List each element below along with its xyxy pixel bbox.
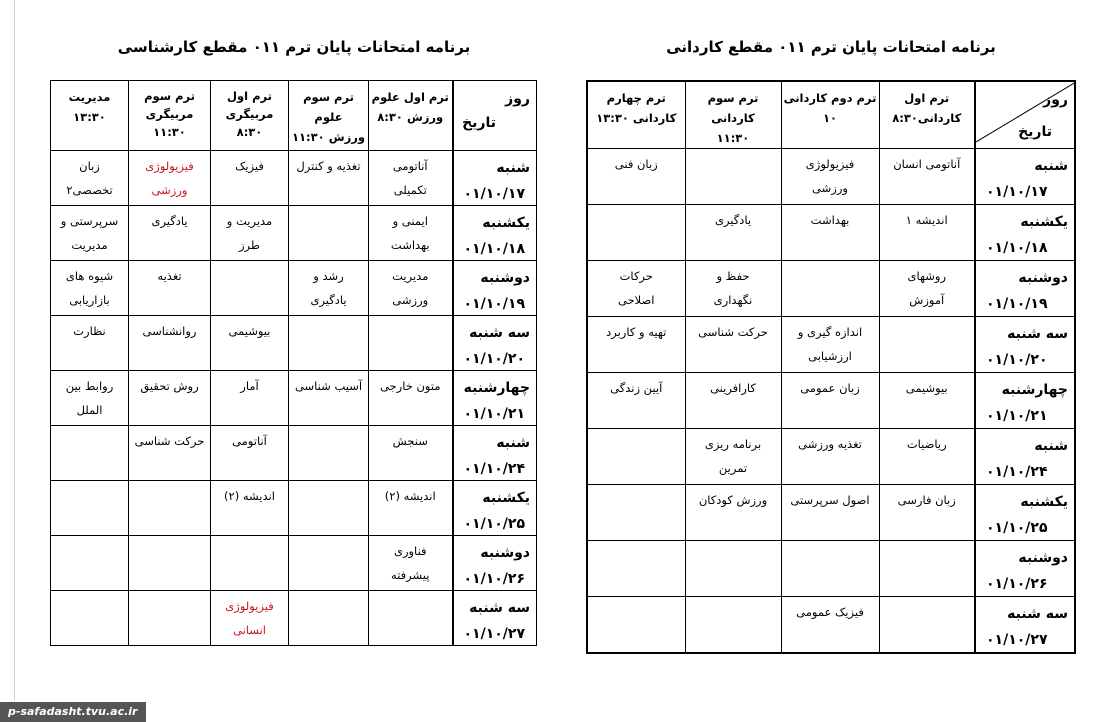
course-name: بیوشیمی (905, 381, 948, 395)
course-name: مدیریت (392, 269, 429, 283)
course-cell (781, 485, 879, 541)
course-cell (289, 371, 369, 426)
course-cell (211, 481, 289, 536)
karshenasi-block (50, 30, 538, 670)
course-cell (781, 205, 879, 261)
course-cell (685, 149, 781, 205)
course-cell (685, 261, 781, 317)
course-cell (211, 151, 289, 206)
course-name: اندازه گیری و (797, 325, 863, 339)
course-cell (289, 206, 369, 261)
course-name: زبان فارسی (897, 493, 956, 507)
course-name: یادگیری (714, 213, 752, 227)
day-name: یکشنبه (482, 490, 530, 506)
course-name: شیوه های (65, 269, 114, 283)
course-cell (369, 261, 453, 316)
day-cell (975, 317, 1075, 373)
course-cell (211, 371, 289, 426)
course-name: ورزشی (151, 183, 188, 197)
course-name: ورزشی (392, 293, 429, 307)
course-cell (369, 536, 453, 591)
course-cell (369, 426, 453, 481)
course-cell (781, 149, 879, 205)
course-cell (129, 151, 211, 206)
day-cell (453, 151, 537, 206)
table-row (587, 597, 1075, 653)
exam-date: ۰۱/۱۰/۲۵ (986, 520, 1048, 536)
day-cell (453, 206, 537, 261)
day-cell (975, 541, 1075, 597)
course-name: فناوری (393, 544, 427, 558)
table-row (51, 426, 537, 481)
course-cell (685, 485, 781, 541)
course-cell (289, 481, 369, 536)
course-name: تکمیلی (393, 183, 427, 197)
course-cell (369, 371, 453, 426)
course-cell (587, 541, 685, 597)
course-name: انسانی (233, 623, 266, 637)
course-cell (685, 317, 781, 373)
kardani-title: برنامه امتحانات پایان ترم ۰۱۱ مقطع کاردانی (666, 38, 996, 56)
table-row (587, 149, 1075, 205)
course-name: حفظ و (716, 269, 750, 283)
course-cell (879, 149, 975, 205)
corner-date-label: تاریخ (1018, 124, 1052, 140)
day-name: سه شنبه (469, 325, 530, 341)
course-name: تغذیه (157, 269, 182, 283)
course-name: حرکت شناسی (698, 325, 768, 339)
day-name: دوشنبه (1018, 550, 1068, 566)
kardani-header: ترم سوم کاردانی ۱۱:۳۰ (685, 81, 781, 149)
course-name: حرکت شناسی (134, 434, 205, 448)
course-name: آناتومی (232, 434, 267, 448)
table-row (51, 206, 537, 261)
table-row (587, 541, 1075, 597)
course-cell (781, 541, 879, 597)
course-name: روابط بین (65, 379, 114, 393)
course-cell (51, 536, 129, 591)
table-row (51, 591, 537, 646)
course-cell (685, 429, 781, 485)
day-cell (975, 597, 1075, 653)
course-cell (51, 426, 129, 481)
course-cell (685, 373, 781, 429)
exam-date: ۰۱/۱۰/۲۱ (463, 406, 525, 422)
day-cell (453, 316, 537, 371)
day-name: یکشنبه (482, 215, 530, 231)
course-cell (685, 597, 781, 653)
table-row (51, 536, 537, 591)
course-name: تمرین (718, 461, 748, 475)
course-name: مدیریت (71, 238, 108, 252)
course-cell (879, 597, 975, 653)
course-cell (211, 536, 289, 591)
day-name: دوشنبه (1018, 270, 1068, 286)
course-name: ریاضیات (906, 437, 947, 451)
course-cell (879, 317, 975, 373)
course-name: روش تحقیق (140, 379, 199, 393)
day-name: شنبه (496, 435, 530, 451)
course-name: کارافرینی (710, 381, 756, 395)
course-cell (289, 261, 369, 316)
table-row (51, 481, 537, 536)
course-name: سرپرستی و (60, 214, 119, 228)
course-name: سنجش (392, 434, 428, 448)
course-cell (211, 426, 289, 481)
exam-date: ۰۱/۱۰/۲۱ (986, 408, 1048, 424)
course-name: اندیشه (۲) (384, 489, 436, 503)
day-cell (975, 485, 1075, 541)
course-name: آناتومی (392, 159, 428, 173)
course-cell (879, 541, 975, 597)
day-cell (453, 426, 537, 481)
day-name: یکشنبه (1020, 214, 1068, 230)
course-name: الملل (76, 403, 103, 417)
day-name: چهارشنبه (463, 380, 530, 396)
table-row (51, 371, 537, 426)
day-name: دوشنبه (480, 545, 530, 561)
course-name: نظارت (73, 324, 106, 338)
table-row (587, 485, 1075, 541)
course-cell (879, 373, 975, 429)
course-cell (781, 373, 879, 429)
course-cell (129, 591, 211, 646)
course-cell (685, 541, 781, 597)
site-url-badge: p-safadasht.tvu.ac.ir (0, 702, 146, 722)
course-name: بهداشت (810, 213, 850, 227)
course-name: زبان (79, 159, 100, 173)
course-cell (587, 317, 685, 373)
kardani-header: ترم اول کاردانی۸:۳۰ (879, 81, 975, 149)
course-name: فیزیولوژی (225, 599, 274, 613)
corner-day-label: روز (1043, 92, 1068, 108)
course-cell (879, 485, 975, 541)
karshenasi-header: ترم سوم مربیگری ۱۱:۳۰ (129, 81, 211, 151)
course-cell (51, 591, 129, 646)
day-cell (453, 261, 537, 316)
kardani-block (586, 30, 1076, 670)
exam-date: ۰۱/۱۰/۱۸ (986, 240, 1048, 256)
table-row (51, 151, 537, 206)
course-name: تخصصی۲ (66, 183, 113, 197)
course-name: اصلاحی (617, 293, 655, 307)
course-cell (211, 591, 289, 646)
course-name: تهیه و کاربرد (606, 325, 667, 339)
course-cell (129, 371, 211, 426)
exam-date: ۰۱/۱۰/۱۸ (463, 241, 525, 257)
table-row (587, 429, 1075, 485)
karshenasi-corner-cell (453, 81, 537, 151)
course-name: اندیشه ۱ (905, 213, 948, 227)
page-edge-line (14, 0, 15, 700)
course-cell (51, 261, 129, 316)
course-name: آمار (240, 379, 259, 393)
course-name: رشد و (313, 269, 344, 283)
course-name: بازاریابی (69, 293, 110, 307)
course-cell (369, 316, 453, 371)
course-cell (369, 206, 453, 261)
day-cell (453, 481, 537, 536)
course-cell (289, 426, 369, 481)
course-cell (781, 429, 879, 485)
course-cell (51, 481, 129, 536)
kardani-corner-cell (975, 81, 1075, 149)
table-row (587, 317, 1075, 373)
exam-date: ۰۱/۱۰/۲۴ (463, 461, 525, 477)
exam-date: ۰۱/۱۰/۲۶ (986, 576, 1048, 592)
course-cell (129, 206, 211, 261)
course-name: تغذیه و کنترل (296, 159, 361, 173)
course-name: ورزش کودکان (698, 493, 768, 507)
karshenasi-header: ترم سوم علوم ورزش ۱۱:۳۰ (289, 81, 369, 151)
day-name: دوشنبه (480, 270, 530, 286)
day-name: چهارشنبه (1001, 382, 1068, 398)
course-cell (587, 485, 685, 541)
course-cell (51, 371, 129, 426)
course-name: آناتومی انسان (893, 157, 961, 171)
table-row (587, 205, 1075, 261)
course-name: فیزیولوژی (145, 159, 194, 173)
day-cell (453, 371, 537, 426)
course-cell (369, 481, 453, 536)
course-cell (211, 316, 289, 371)
day-name: سه شنبه (1007, 606, 1068, 622)
course-cell (781, 597, 879, 653)
course-cell (51, 206, 129, 261)
course-cell (129, 316, 211, 371)
course-cell (289, 591, 369, 646)
course-name: روانشناسی (142, 324, 197, 338)
course-name: پیشرفته (391, 568, 430, 582)
course-name: ورزشی (812, 181, 848, 195)
course-name: طرز (238, 238, 261, 252)
course-name: اصول سرپرستی (790, 493, 870, 507)
day-cell (975, 261, 1075, 317)
course-cell (129, 261, 211, 316)
karshenasi-header: ترم اول مربیگری ۸:۳۰ (211, 81, 289, 151)
day-cell (975, 149, 1075, 205)
course-name: اندیشه (۲) (224, 489, 275, 503)
exam-date: ۰۱/۱۰/۲۶ (463, 571, 525, 587)
course-name: متون خارجی (379, 379, 441, 393)
course-cell (211, 261, 289, 316)
karshenasi-header: ترم اول علوم ورزش ۸:۳۰ (369, 81, 453, 151)
exam-date: ۰۱/۱۰/۱۷ (463, 186, 525, 202)
course-name: آموزش (909, 293, 945, 307)
exam-date: ۰۱/۱۰/۱۷ (986, 184, 1048, 200)
course-cell (587, 205, 685, 261)
karshenasi-table (50, 80, 537, 646)
karshenasi-header: مدیریت ۱۳:۳۰ (51, 81, 129, 151)
exam-date: ۰۱/۱۰/۲۵ (463, 516, 525, 532)
day-name: سه شنبه (1007, 326, 1068, 342)
course-cell (129, 536, 211, 591)
course-name: یادگیری (151, 214, 188, 228)
course-name: برنامه ریزی (704, 437, 762, 451)
karshenasi-title: برنامه امتحانات پایان ترم ۰۱۱ مقطع کارشناسی (117, 38, 471, 56)
course-name: زبان فنی (614, 157, 658, 171)
course-cell (51, 151, 129, 206)
corner-day-label: روز (505, 91, 530, 107)
course-cell (51, 316, 129, 371)
exam-date: ۰۱/۱۰/۲۷ (986, 632, 1048, 648)
course-name: تغذیه ورزشی (798, 437, 862, 451)
course-cell (289, 316, 369, 371)
corner-date-label: تاریخ (462, 115, 496, 131)
course-name: بهداشت (390, 238, 430, 252)
course-cell (587, 373, 685, 429)
course-cell (289, 151, 369, 206)
course-cell (879, 429, 975, 485)
day-name: سه شنبه (469, 600, 530, 616)
course-name: یادگیری (310, 293, 347, 307)
kardani-table (586, 80, 1076, 654)
course-name: آیین زندگی (610, 381, 663, 395)
kardani-header: ترم دوم کاردانی ۱۰ (781, 81, 879, 149)
course-name: فیزیولوژی (805, 157, 855, 171)
day-name: شنبه (496, 160, 530, 176)
course-name: روشهای (907, 269, 947, 283)
exam-date: ۰۱/۱۰/۲۰ (463, 351, 525, 367)
course-cell (289, 536, 369, 591)
day-name: یکشنبه (1020, 494, 1068, 510)
course-name: مدیریت و (226, 214, 273, 228)
course-cell (685, 205, 781, 261)
course-cell (369, 151, 453, 206)
exam-date: ۰۱/۱۰/۲۰ (986, 352, 1048, 368)
day-cell (975, 373, 1075, 429)
course-cell (587, 429, 685, 485)
course-cell (587, 261, 685, 317)
course-cell (879, 261, 975, 317)
day-name: شنبه (1034, 158, 1068, 174)
day-cell (453, 536, 537, 591)
course-cell (587, 149, 685, 205)
table-row (51, 316, 537, 371)
course-name: فیزیک (235, 159, 264, 173)
day-cell (975, 205, 1075, 261)
exam-date: ۰۱/۱۰/۲۷ (463, 626, 525, 642)
course-name: ایمنی و (392, 214, 428, 228)
course-name: ارزشیابی (808, 349, 852, 363)
course-name: زبان عمومی (800, 381, 860, 395)
course-name: حرکات (619, 269, 653, 283)
exam-date: ۰۱/۱۰/۱۹ (986, 296, 1048, 312)
course-cell (781, 317, 879, 373)
course-cell (129, 426, 211, 481)
course-name: آسیب شناسی (294, 379, 363, 393)
kardani-header: ترم چهارم کاردانی ۱۳:۳۰ (587, 81, 685, 149)
course-cell (879, 205, 975, 261)
table-row (51, 261, 537, 316)
table-row (587, 261, 1075, 317)
course-cell (587, 597, 685, 653)
day-cell (975, 429, 1075, 485)
day-cell (453, 591, 537, 646)
exam-date: ۰۱/۱۰/۱۹ (463, 296, 525, 312)
course-cell (211, 206, 289, 261)
course-name: بیوشیمی (228, 324, 271, 338)
course-cell (369, 591, 453, 646)
course-cell (129, 481, 211, 536)
course-cell (781, 261, 879, 317)
course-name: نگهداری (713, 293, 753, 307)
course-name: فیزیک عمومی (796, 605, 864, 619)
day-name: شنبه (1034, 438, 1068, 454)
table-row (587, 373, 1075, 429)
exam-date: ۰۱/۱۰/۲۴ (986, 464, 1048, 480)
